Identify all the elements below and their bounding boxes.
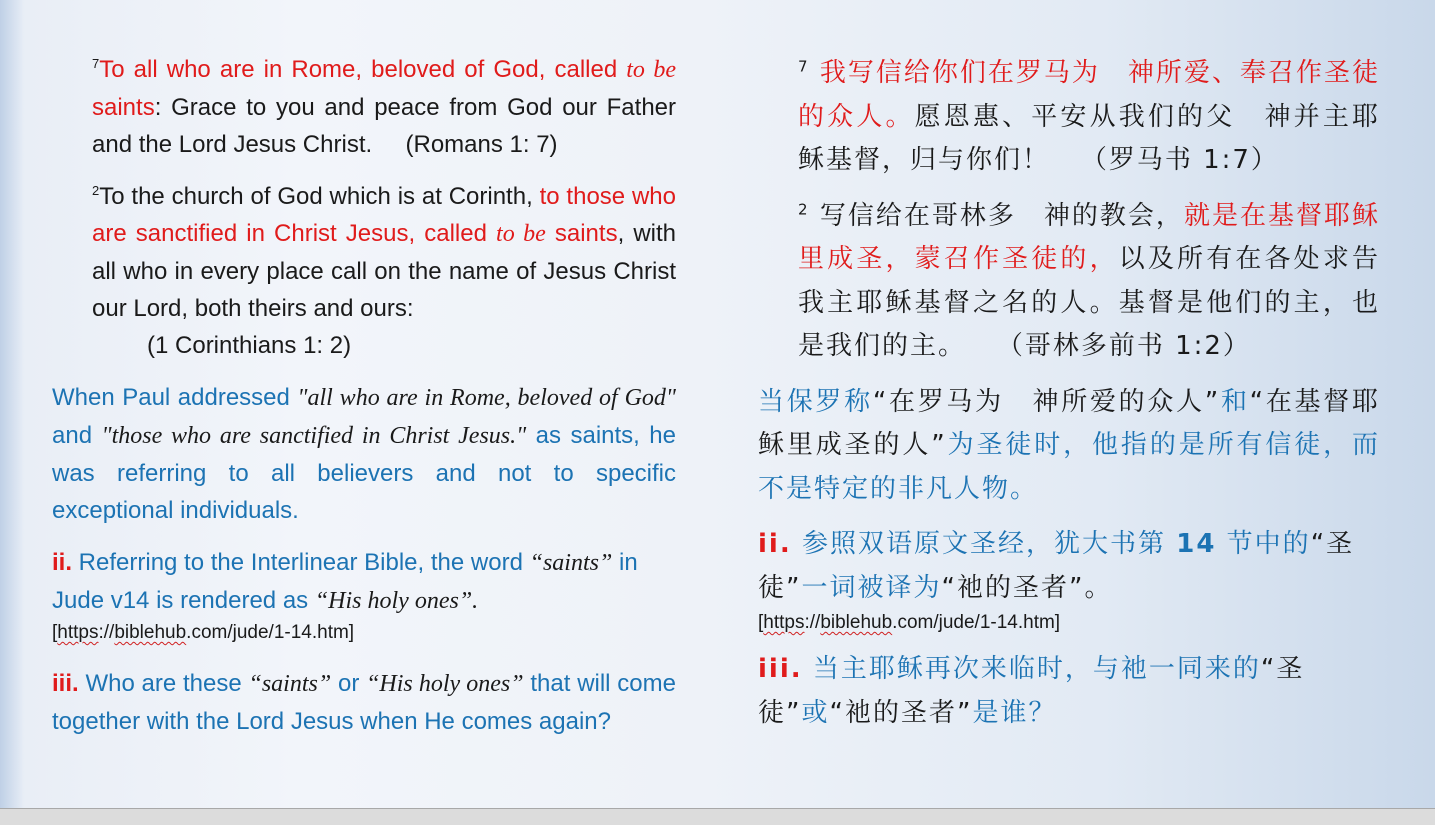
- slide-left-edge: [0, 0, 22, 808]
- point-ii: ii. Referring to the Interlinear Bible, the word “saints” in Jude v14 is rendered as “His holy ones”.: [52, 549, 638, 614]
- explanation-paragraph-zh: 当保罗称“在罗马为 神所爱的众人”和“在基督耶稣里成圣的人”为圣徒时，他指的是所有信徒，而不是特定的非凡人物。: [758, 386, 1380, 504]
- biblehub-link[interactable]: [https://biblehub.com/jude/1-14.htm]: [52, 622, 355, 643]
- point-iii-zh: iii. 当主耶稣再次来临时，与祂一同来的“圣徒”或“祂的圣者”是谁？: [758, 654, 1305, 728]
- point-iii: iii. Who are these “saints” or “His holy ones” that will come together with the Lord Jesus when He comes again?: [52, 670, 676, 735]
- romans-reference-zh: （罗马书 1:7）: [1080, 145, 1279, 175]
- romans-1-7-verse: $^7$To all who are in Rome, beloved of God, called to be saints: Grace to you and peace from God our Father and the Lord Jesus Christ. (Romans 1: 7): [92, 56, 676, 158]
- chinese-column: [758, 52, 1380, 735]
- verse-number: 7: [798, 57, 810, 76]
- biblehub-link-zh[interactable]: [https://biblehub.com/jude/1-14.htm]: [758, 612, 1061, 633]
- romans-1-7-verse-zh: $^7$ 我写信给你们在罗马为 神所爱、奉召作圣徒的众人。愿恩惠、平安从我们的父 神并主耶稣基督，归与你们！ （罗马书 1:7）: [798, 57, 1380, 175]
- explanation-paragraph: When Paul addressed "all who are in Rome, beloved of God" and "those who are sanctified in Christ Jesus." as saints, he was referring to all believers and not to specific exceptional individuals.: [52, 384, 676, 524]
- point-label: ii.: [758, 529, 792, 559]
- verse-number: 7: [92, 56, 100, 71]
- bottom-scroll-bar[interactable]: [0, 808, 1435, 825]
- corinthians-reference-zh: （哥林多前书 1:2）: [996, 331, 1251, 361]
- verse-number: 2: [798, 199, 810, 218]
- corinthians-1-2-verse-zh: $^2$ 写信给在哥林多 神的教会，就是在基督耶稣里成圣，蒙召作圣徒的，以及所有在各处求告我主耶稣基督之名的人。基督是他们的主，也是我们的主。 （哥林多前书 1:2）: [798, 199, 1380, 361]
- romans-reference: (Romans 1: 7): [405, 131, 558, 158]
- corinthians-1-2-verse: $^2$To the church of God which is at Corinth, to those who are sanctified in Christ Jesus, called to be saints, with all who in every place call on the name of Jesus Christ our Lord, both theirs and ours:: [92, 183, 677, 322]
- verse-number: 2: [92, 183, 100, 198]
- point-label: iii.: [52, 670, 79, 697]
- corinthians-reference: (1 Corinthians 1: 2): [147, 332, 352, 359]
- point-label: iii.: [758, 654, 803, 684]
- english-column: [52, 51, 676, 740]
- point-ii-zh: ii. 参照双语原文圣经，犹大书第 14 节中的“圣徒”一词被译为“祂的圣者”。: [758, 529, 1355, 603]
- point-label: ii.: [52, 549, 73, 576]
